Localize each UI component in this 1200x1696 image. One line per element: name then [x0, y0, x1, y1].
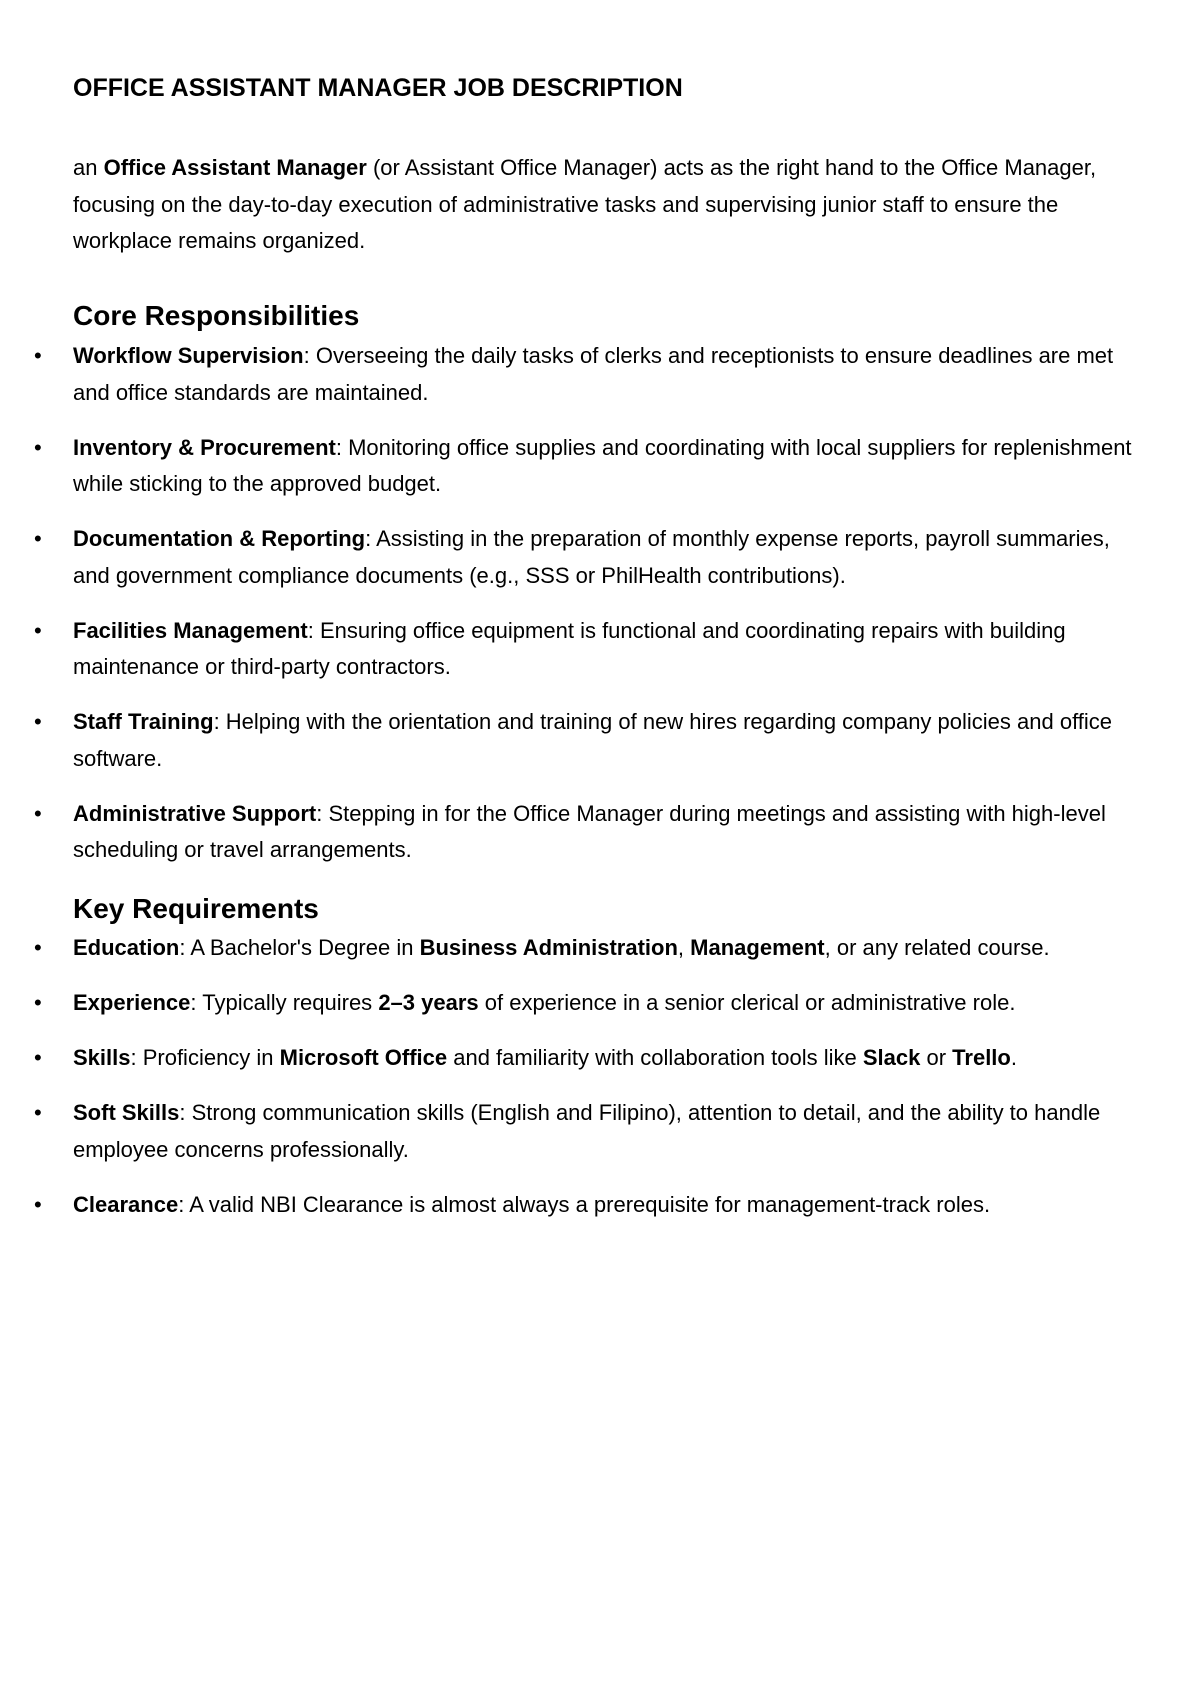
list-item	[0, 613, 1143, 686]
item-text: ,	[677, 935, 691, 960]
item-text: of experience in a senior clerical or administrative role.	[478, 990, 1016, 1015]
item-text: : Strong communication skills (English and Filipino), attention to detail, and the ability to handle employee concerns professionally.	[73, 1100, 1101, 1162]
page-title: OFFICE ASSISTANT MANAGER JOB DESCRIPTION	[73, 74, 683, 102]
item-text: : A Bachelor's Degree in	[179, 935, 420, 960]
item-term: Soft Skills	[73, 1100, 180, 1125]
list-item	[0, 1040, 1143, 1077]
list-item	[0, 1187, 1143, 1224]
bullet-icon: •	[34, 1191, 42, 1217]
intro-prefix: an	[73, 155, 104, 180]
item-term: Administrative Support	[73, 800, 317, 826]
item-term: Documentation & Reporting	[73, 526, 366, 551]
item-text: and familiarity with collaboration tools like	[447, 1045, 863, 1070]
item-term: Skills	[73, 1045, 131, 1070]
item-term: Inventory & Procurement	[73, 434, 336, 460]
bullet-icon: •	[34, 343, 42, 368]
item-term: Facilities Management	[73, 617, 308, 643]
item-term: Education	[73, 935, 180, 960]
list-item	[0, 704, 1143, 777]
list-item	[0, 930, 1143, 967]
key-requirements-list	[0, 930, 1200, 1223]
item-text: : Stepping in for the Office Manager during meetings and assisting with high-level scheduling or travel arrangements.	[73, 800, 1106, 862]
bullet-icon: •	[34, 1100, 42, 1125]
item-text: : Assisting in the preparation of monthly expense reports, payroll summaries, and government compliance documents (e.g., SSS or PhilHealth contributions).	[73, 526, 1110, 588]
core-responsibilities-list	[0, 338, 1200, 869]
item-text: : Overseeing the daily tasks of clerks and receptionists to ensure deadlines are met and office standards are maintained.	[73, 343, 1114, 405]
item-term: Workflow Supervision	[73, 343, 304, 368]
bullet-icon: •	[34, 1045, 42, 1070]
list-item	[0, 1095, 1143, 1168]
intro-paragraph	[73, 150, 1138, 260]
list-item	[0, 338, 1143, 411]
item-text: : A valid NBI Clearance is almost always a prerequisite for management-track roles.	[178, 1191, 991, 1217]
item-bold-text: 2–3 years	[378, 990, 479, 1015]
key-requirements-heading: Key Requirements	[73, 893, 319, 924]
item-term: Clearance	[73, 1191, 179, 1217]
bullet-icon: •	[34, 709, 42, 734]
list-item	[0, 430, 1143, 503]
item-bold-text: Trello	[952, 1045, 1011, 1070]
item-text: or	[920, 1045, 953, 1070]
item-text: : Typically requires	[190, 990, 379, 1015]
list-item	[0, 796, 1143, 869]
list-item	[0, 985, 1143, 1022]
item-text: : Ensuring office equipment is functional and coordinating repairs with building maintenance or third-party contractors.	[73, 617, 1066, 679]
item-bold-text: Management	[690, 935, 825, 960]
intro-role-name: Office Assistant Manager	[103, 155, 367, 180]
item-bold-text: Microsoft Office	[279, 1045, 448, 1070]
bullet-icon: •	[34, 434, 42, 460]
item-text: , or any related course.	[824, 935, 1050, 960]
bullet-icon: •	[34, 617, 42, 643]
item-bold-text: Business Administration	[419, 935, 678, 960]
item-text: : Monitoring office supplies and coordinating with local suppliers for replenishment while sticking to the approved budget.	[73, 434, 1132, 496]
intro-text: (or Assistant Office Manager) acts as the right hand to the Office Manager, focusing on the day-to-day execution of administrative tasks and supervising junior staff to ensure the workplace remains organized.	[73, 155, 1097, 253]
bullet-icon: •	[34, 935, 42, 960]
item-text: : Helping with the orientation and training of new hires regarding company policies and office software.	[73, 709, 1113, 771]
core-responsibilities-heading: Core Responsibilities	[73, 300, 360, 331]
item-text: .	[1010, 1045, 1017, 1070]
item-text: : Proficiency in	[130, 1045, 280, 1070]
list-item	[0, 521, 1143, 594]
bullet-icon: •	[34, 990, 42, 1015]
item-bold-text: Slack	[862, 1045, 921, 1070]
bullet-icon: •	[34, 800, 42, 826]
bullet-icon: •	[34, 526, 42, 551]
item-term: Experience	[73, 990, 191, 1015]
item-term: Staff Training	[73, 709, 214, 734]
